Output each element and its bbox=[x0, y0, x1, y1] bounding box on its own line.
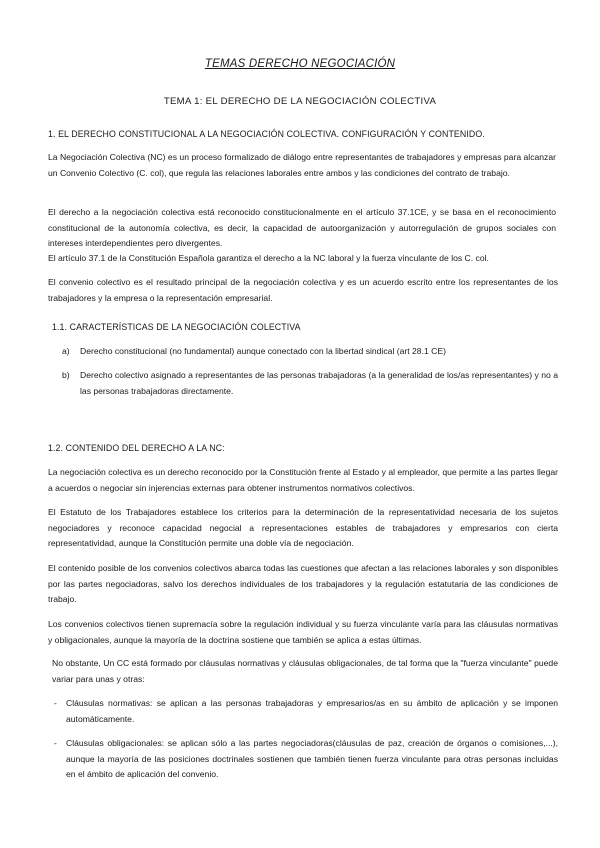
list-item-marker: a) bbox=[62, 346, 70, 356]
section-1-2-heading: 1.2. CONTENIDO DEL DERECHO A LA NC: bbox=[48, 443, 225, 453]
section-1-heading: 1. EL DERECHO CONSTITUCIONAL A LA NEGOCIACIÓN COLECTIVA. CONFIGURACIÓN Y CONTENIDO. bbox=[48, 129, 485, 139]
list-item-marker: b) bbox=[62, 370, 70, 380]
section-1-paragraph-3: El artículo 37.1 de la Constitución Española garantiza el derecho a la NC laboral y la fuerza vinculante de los C. col. bbox=[48, 253, 489, 263]
section-1-paragraph-1: La Negociación Colectiva (NC) es un proceso formalizado de diálogo entre representantes de trabajadores y empresas para alcanzar un Convenio Colectivo (C. col), que regula las relaciones laborales entre ambos y las condiciones del contrato de trabajo. bbox=[48, 152, 556, 178]
bullet-item: Cláusulas obligacionales: se aplican sólo a las partes negociadoras(cláusulas de paz, creación de órganos o comisiones,...), aunque la mayoría de las posiciones doctrinales sostienen que también tienen fuerza vinculante para otras personas incluidas en el ámbito de aplicación del convenio. bbox=[66, 738, 558, 780]
section-1-1-heading: 1.1. CARACTERÍSTICAS DE LA NEGOCIACIÓN COLECTIVA bbox=[52, 322, 301, 332]
section-1-paragraph-2: El derecho a la negociación colectiva está reconocido constitucionalmente en el artículo 37.1CE, y se basa en el reconocimiento constitucional de la autonomía colectiva, es decir, la capacidad de autoorganización y autorregulación de grupos sociales con intereses interdependientes pero divergentes. bbox=[48, 207, 556, 249]
bullet-marker: - bbox=[54, 738, 57, 748]
list-item: Derecho constitucional (no fundamental) aunque conectado con la libertad sindical (art 28.1 CE) bbox=[80, 346, 446, 356]
list-item: Derecho colectivo asignado a representantes de las personas trabajadoras (a la generalidad de los/as representantes) y no a las personas trabajadoras directamente. bbox=[80, 370, 558, 396]
section-1-2-paragraph-3: El contenido posible de los convenios colectivos abarca todas las cuestiones que afectan a las relaciones laborales y son disponibles por las partes negociadoras, salvo los derechos individuales de los trabajadores y la regulación estatutaria de las condiciones de trabajo. bbox=[48, 563, 558, 605]
section-1-2-paragraph-5: No obstante, Un CC está formado por cláusulas normativas y cláusulas obligacionales, de tal forma que la "fuerza vinculante" puede variar para unas y otras: bbox=[52, 658, 558, 684]
section-1-2-paragraph-4: Los convenios colectivos tienen supremacía sobre la regulación individual y su fuerza vinculante varía para las cláusulas normativas y obligacionales, aunque la mayoría de la doctrina sostiene que también se aplica a estas últimas. bbox=[48, 619, 558, 645]
document-subtitle: TEMA 1: EL DERECHO DE LA NEGOCIACIÓN COLECTIVA bbox=[163, 96, 437, 107]
section-1-paragraph-4: El convenio colectivo es el resultado principal de la negociación colectiva y es un acuerdo escrito entre los representantes de los trabajadores y la empresa o la representación empresarial. bbox=[48, 277, 558, 303]
bullet-marker: - bbox=[54, 698, 57, 708]
section-1-2-paragraph-2: El Estatuto de los Trabajadores establece los criterios para la determinación de la representatividad necesaria de los sujetos negociadores y reconoce capacidad negocial a representaciones estables de trabajadores y empresarios con cierta representatividad, aunque la Constitución permite una doble vía de negociación. bbox=[48, 507, 558, 549]
bullet-item: Cláusulas normativas: se aplican a las personas trabajadoras y empresarios/as en su ámbito de aplicación y se imponen automáticamente. bbox=[66, 698, 558, 724]
document-title: TEMAS DERECHO NEGOCIACIÓN bbox=[204, 58, 396, 70]
section-1-2-paragraph-1: La negociación colectiva es un derecho reconocido por la Constitución frente al Estado y al empleador, que permite a las partes llegar a acuerdos o negociar sin injerencias externas para obtener instrumentos normativos colectivos. bbox=[48, 467, 558, 493]
